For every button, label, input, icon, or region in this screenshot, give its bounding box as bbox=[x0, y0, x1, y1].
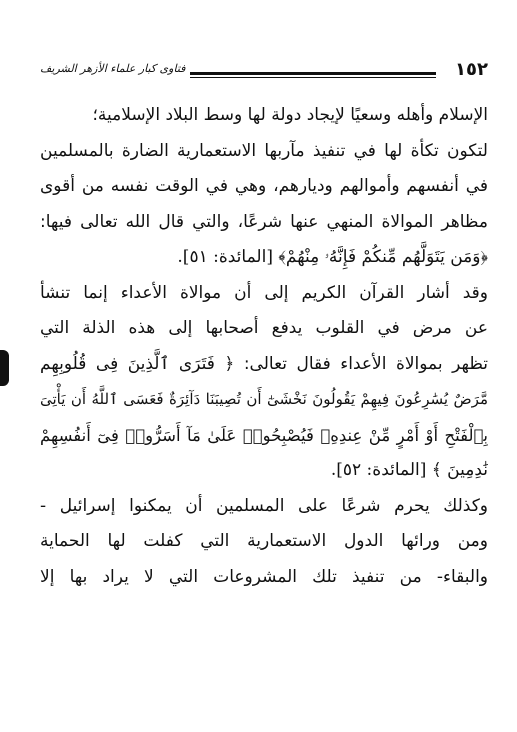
page-header bbox=[40, 58, 488, 84]
text-line: عن مرض في القلوب يدفع أصحابها إلى هذه الذلة التي bbox=[40, 318, 488, 338]
text-line: والبقاء- من تنفيذ تلك المشروعات التي لا يراد بها إلا bbox=[40, 566, 488, 587]
running-title: فتاوى كبار علماء الأزهر الشريف bbox=[40, 62, 186, 75]
text-line: مظاهر الموالاة المنهي عنها شرعًا، والتي قال الله تعالى فيها: bbox=[40, 211, 488, 232]
quran-verse-line: نَٰدِمِينَ ﴾ [المائدة: ٥٢]. bbox=[330, 460, 488, 480]
quran-verse-line: ﴿وَمَن يَتَوَلَّهُم مِّنكُمْ فَإِنَّهُۥ مِنْهُمْ﴾ [المائدة: ٥١]. bbox=[177, 247, 488, 267]
text-line: ومن ورائها الدول الاستعمارية التي كفلت لها الحماية bbox=[40, 531, 488, 551]
text-line: تظهر بموالاة الأعداء فقال تعالى: ﴿ فَتَرَى ٱلَّذِينَ فِى قُلُوبِهِم bbox=[40, 353, 488, 374]
quran-verse-line: بِٱلْفَتْحِ أَوْ أَمْرٍ مِّنْ عِندِهِۦ فَيُصْبِحُوا۟ عَلَىٰ مَآ أَسَرُّوا۟ فِىٓ أَنفُسِهِمْ bbox=[40, 425, 488, 445]
text-line: لتكون تكأة لها في تنفيذ مآربها الاستعمارية الضارة بالمسلمين bbox=[40, 140, 488, 161]
page-edge-mark bbox=[0, 350, 9, 386]
quran-verse-line: مَّرَضٌ يُسَٰرِعُونَ فِيهِمْ يَقُولُونَ نَخْشَىٰٓ أَن تُصِيبَنَا دَآئِرَةٌ فَعَسَى ٱللَّهُ أَن يَأْتِىَ bbox=[40, 390, 488, 408]
text-line: وكذلك يحرم شرعًا على المسلمين أن يمكنوا إسرائيل - bbox=[40, 495, 488, 516]
text-line: في أنفسهم وأموالهم وديارهم، وهي في الوقت نفسه من أقوى bbox=[40, 176, 488, 196]
header-rule bbox=[190, 72, 436, 75]
body-text bbox=[40, 98, 488, 595]
text-line: الإسلام وأهله وسعيًا لإيجاد دولة لها وسط البلاد الإسلامية؛ bbox=[92, 105, 488, 125]
page-number: ١٥٢ bbox=[455, 59, 488, 80]
text-line: وقد أشار القرآن الكريم إلى أن موالاة الأعداء إنما تنشأ bbox=[40, 282, 488, 303]
